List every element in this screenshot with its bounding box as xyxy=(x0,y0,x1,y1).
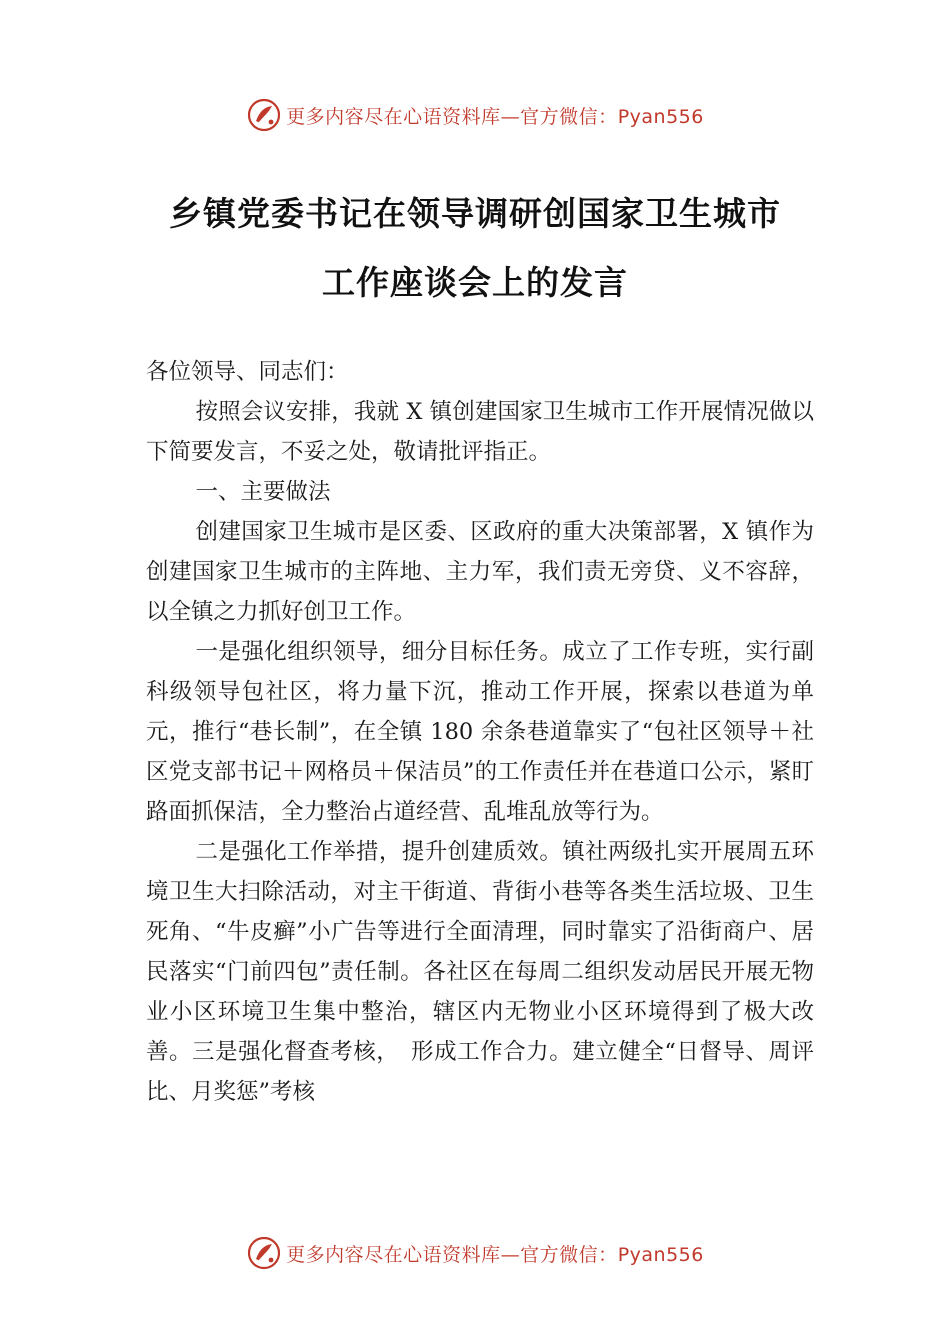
paragraph: 一是强化组织领导，细分目标任务。成立了工作专班，实行副科级领导包社区，将力量下沉，推动工作开展，探索以巷道为单元，推行“巷长制”，在全镇 180 余条巷道靠实了“包社区领导＋社区党支部书记＋网格员＋保洁员”的工作责任并在巷道口公示，紧盯路面抓保洁，全力整治占道经营、乱堆乱放等行为。 xyxy=(146,639,814,825)
watermark-header xyxy=(0,95,950,135)
paragraph: 按照会议安排，我就 X 镇创建国家卫生城市工作开展情况做以下简要发言，不妥之处，敬请批评指正。 xyxy=(146,399,814,465)
watermark-text xyxy=(286,1240,704,1267)
watermark-wechat-id: Pyan556 xyxy=(617,105,704,128)
salutation: 各位领导、同志们： xyxy=(146,359,349,385)
logo-icon xyxy=(246,97,282,133)
paragraph: 二是强化工作举措，提升创建质效。镇社两级扎实开展周五环境卫生大扫除活动，对主干街道、背街小巷等各类生活垃圾、卫生死角、“牛皮癣”小广告等进行全面清理，同时靠实了沿街商户、居民落实“门前四包”责任制。各社区在每周二组织发动居民开展无物业小区环境卫生集中整治，辖区内无物业小区环境得到了极大改善。三是强化督查考核， 形成工作合力。建立健全“日督导、周评比、月奖惩”考核 xyxy=(146,839,814,1105)
watermark-wechat-id: Pyan556 xyxy=(617,1243,704,1266)
watermark-separator: —官方微信： xyxy=(500,1243,618,1266)
document-body xyxy=(146,352,814,1112)
section-heading: 一、主要做法 xyxy=(195,479,331,505)
watermark-text xyxy=(286,102,704,129)
document-title-line-1: 乡镇党委书记在领导调研创国家卫生城市 xyxy=(169,194,781,233)
paragraph: 创建国家卫生城市是区委、区政府的重大决策部署，X 镇作为创建国家卫生城市的主阵地、主力军，我们责无旁贷、义不容辞，以全镇之力抓好创卫工作。 xyxy=(146,519,814,625)
watermark-main: 更多内容尽在心语资料库 xyxy=(286,1243,501,1266)
logo-icon xyxy=(246,1235,282,1271)
document-title-line-2: 工作座谈会上的发言 xyxy=(322,263,628,302)
watermark-separator: —官方微信： xyxy=(500,105,618,128)
watermark-footer xyxy=(0,1233,950,1273)
watermark-main: 更多内容尽在心语资料库 xyxy=(286,105,501,128)
